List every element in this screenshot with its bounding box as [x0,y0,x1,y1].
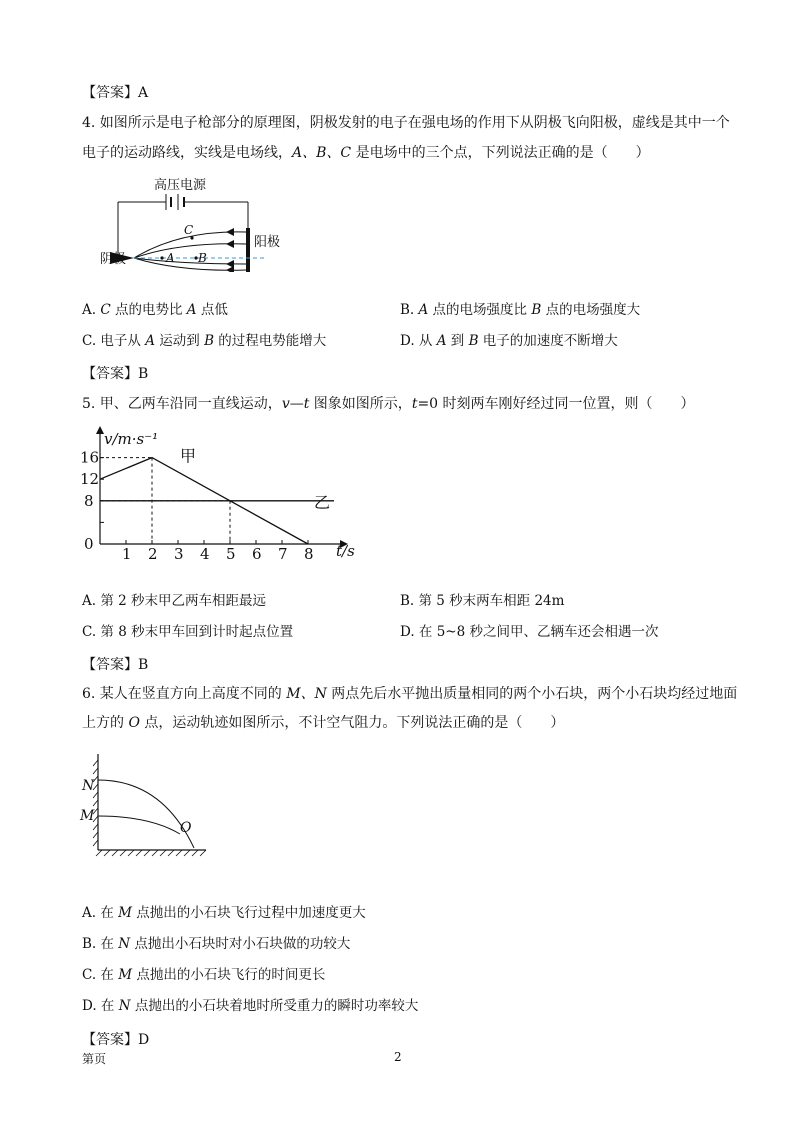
footer-page-label: 第页 [82,1052,107,1066]
q6-option-d: D. 在 N 点抛出的小石块着地时所受重力的瞬时功率较大 [82,998,419,1014]
cathode-label: 阴极 [100,252,127,267]
q6-option-c: C. 在 M 点抛出的小石块飞行的时间更长 [82,967,326,983]
y-tick-label: 0 [84,535,94,553]
electron-gun-figure [100,172,290,272]
footer-page-number: 2 [394,1050,402,1064]
q6-option-a: A. 在 M 点抛出的小石块飞行过程中加速度更大 [82,905,366,921]
power-label: 高压电源 [154,178,207,193]
point-o-label: O [180,820,192,836]
q4-option-a: A. C 点的电势比 A 点低 [82,302,228,318]
x-tick-label: 2 [148,545,158,563]
series-label-jia: 甲 [180,446,197,466]
x-tick-label: 8 [304,545,314,563]
point-a-label: A [166,251,175,265]
x-tick-label: 5 [226,545,236,563]
y-axis-label: v/m·s⁻¹ [104,430,159,448]
answer-q6: 【答案】D [82,1032,150,1048]
q4-stem-line2: 电子的运动路线，实线是电场线，A、B、C 是电场中的三个点，下列说法正确的是（ ） [82,145,650,161]
x-tick-label: 3 [174,545,184,563]
point-c-label: C [184,223,194,237]
x-tick-label: 6 [252,545,262,563]
series-label-yi: 乙 [314,492,331,512]
q6-option-b: B. 在 N 点抛出小石块时对小石块做的功较大 [82,936,351,952]
x-tick-label: 1 [122,545,132,563]
q5-option-c: C. 第 8 秒末甲车回到计时起点位置 [82,624,294,640]
y-tick-label: 8 [84,491,94,510]
q4-option-b: B. A 点的电场强度比 B 点的电场强度大 [400,302,641,318]
q5-option-b: B. 第 5 秒末两车相距 24m [400,593,565,609]
y-tick-label: 16 [80,448,100,467]
x-tick-label: 4 [200,545,210,563]
projectile-figure [76,746,216,858]
q4-option-c: C. 电子从 A 运动到 B 的过程电势能增大 [82,333,327,349]
q5-option-d: D. 在 5~8 秒之间甲、乙辆车还会相遇一次 [400,624,659,640]
answer-q4: 【答案】B [82,366,149,382]
x-axis-label: t/s [336,542,355,560]
answer-q5: 【答案】B [82,657,149,673]
point-n-label: N [82,778,95,794]
q4-stem-line1: 4. 如图所示是电子枪部分的原理图，阴极发射的电子在强电场的作用下从阴极飞向阳极，虚线是其中一个 [82,115,730,131]
q6-stem-line2: 上方的 O 点，运动轨迹如图所示，不计空气阻力。下列说法正确的是（ ） [82,715,565,731]
q5-stem: 5. 甲、乙两车沿同一直线运动，v—t 图象如图所示，t=0 时刻两车刚好经过同一位置，则（ ） [82,396,695,412]
q5-option-a: A. 第 2 秒末甲乙两车相距最远 [82,593,267,609]
x-tick-label: 7 [278,545,288,563]
q4-option-d: D. 从 A 到 B 电子的加速度不断增大 [400,333,618,349]
anode-label: 阳极 [254,235,281,250]
q6-stem-line1: 6. 某人在竖直方向上高度不同的 M、N 两点先后水平抛出质量相同的两个小石块，两个小石块均经过地面 [82,686,738,702]
vt-chart [78,424,358,566]
answer-q3: 【答案】A [82,85,149,101]
point-b-label: B [198,251,207,265]
y-tick-label: 12 [80,470,100,489]
point-m-label: M [80,808,95,824]
